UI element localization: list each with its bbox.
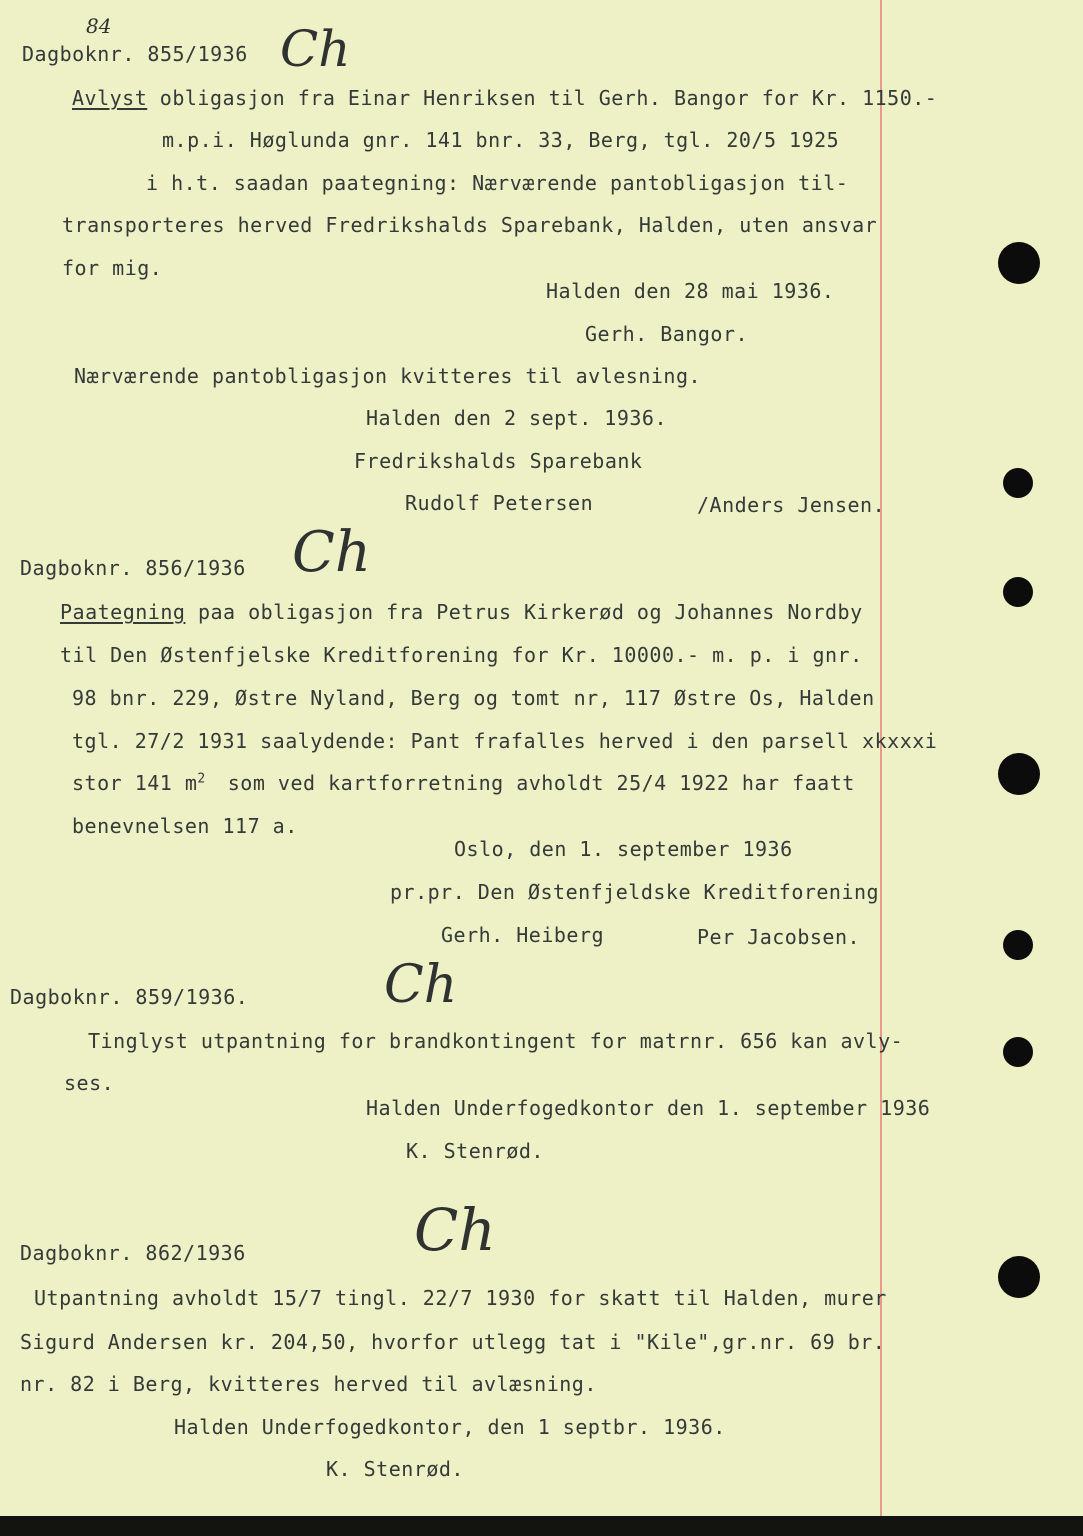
page-number: 84: [86, 14, 112, 38]
entry-heading: Dagboknr. 859/1936.: [10, 985, 249, 1009]
punch-hole: [998, 753, 1040, 795]
entry-heading: Dagboknr. 855/1936: [22, 42, 248, 66]
entry-text-line: [60, 600, 863, 624]
entry-text-line: m.p.i. Høglunda gnr. 141 bnr. 33, Berg, tgl. 20/5 1925: [162, 128, 840, 152]
initials-mark: Ch: [384, 955, 458, 1015]
punch-hole: [1003, 468, 1033, 498]
signature-name: Gerh. Bangor.: [585, 322, 749, 346]
signature-place-date: Oslo, den 1. september 1936: [454, 837, 793, 861]
entry-text-rest: paa obligasjon fra Petrus Kirkerød og Johannes Nordby: [185, 600, 863, 624]
initials-mark: Ch: [292, 520, 371, 585]
entry-text-line: benevnelsen 117 a.: [72, 814, 298, 838]
signature-place-date: Halden Underfogedkontor, den 1 septbr. 1936.: [174, 1415, 726, 1439]
superscript: 2: [197, 771, 206, 787]
signature-place-date: Halden den 2 sept. 1936.: [366, 406, 667, 430]
punch-hole: [998, 242, 1040, 284]
entry-text-line: tgl. 27/2 1931 saalydende: Pant frafalles herved i den parsell xkxxxi: [72, 729, 938, 753]
entry-text-line: til Den Østenfjelske Kreditforening for Kr. 10000.- m. p. i gnr.: [60, 643, 863, 667]
signature-institution: Fredrikshalds Sparebank: [354, 449, 643, 473]
signature-name: Per Jacobsen.: [697, 925, 861, 949]
entry-text-segment: stor 141 m: [72, 771, 198, 795]
entry-heading: Dagboknr. 856/1936: [20, 556, 246, 580]
entry-text-line: for mig.: [62, 256, 163, 280]
entry-text-line: i h.t. saadan paategning: Nærværende pantobligasjon til-: [146, 171, 849, 195]
entry-text-line: ses.: [64, 1071, 115, 1095]
entry-text-line: Tinglyst utpantning for brandkontingent for matrnr. 656 kan avly-: [88, 1029, 904, 1053]
signature-place-date: Halden den 28 mai 1936.: [546, 279, 835, 303]
entry-text-segment: som ved kartforretning avholdt 25/4 1922 har faatt: [227, 771, 855, 795]
entry-text-line: nr. 82 i Berg, kvitteres herved til avlæsning.: [20, 1372, 597, 1396]
entry-text-line: Nærværende pantobligasjon kvitteres til avlesning.: [74, 364, 702, 388]
entry-text-line: [72, 86, 937, 110]
signature-institution: pr.pr. Den Østenfjeldske Kreditforening: [390, 880, 880, 904]
signature-name: Gerh. Heiberg: [441, 923, 605, 947]
initials-mark: Ch: [414, 1196, 496, 1264]
initials-mark: Ch: [280, 20, 351, 78]
entry-text-line: Sigurd Andersen kr. 204,50, hvorfor utlegg tat i "Kile",gr.nr. 69 br.: [20, 1330, 886, 1354]
entry-text-line: [72, 771, 855, 795]
signature-name: K. Stenrød.: [406, 1139, 544, 1163]
punch-hole: [1003, 577, 1033, 607]
punch-hole: [1003, 1037, 1033, 1067]
punch-hole: [1003, 930, 1033, 960]
entry-text-rest: obligasjon fra Einar Henriksen til Gerh. Bangor for Kr. 1150.-: [147, 86, 938, 110]
entry-text-line: Utpantning avholdt 15/7 tingl. 22/7 1930 for skatt til Halden, murer: [34, 1286, 887, 1310]
entry-keyword: Avlyst: [72, 86, 148, 110]
entry-keyword: Paategning: [60, 600, 186, 624]
entry-text-line: 98 bnr. 229, Østre Nyland, Berg og tomt nr, 117 Østre Os, Halden: [72, 686, 875, 710]
signature-place-date: Halden Underfogedkontor den 1. september 1936: [366, 1096, 931, 1120]
punch-hole: [998, 1256, 1040, 1298]
entry-text-line: transporteres herved Fredrikshalds Sparebank, Halden, uten ansvar: [62, 213, 878, 237]
entry-heading: Dagboknr. 862/1936: [20, 1241, 246, 1265]
scan-border: [0, 1516, 1083, 1536]
signature-name: /Anders Jensen.: [697, 493, 886, 517]
signature-name: K. Stenrød.: [326, 1457, 464, 1481]
signature-name: Rudolf Petersen: [405, 491, 594, 515]
